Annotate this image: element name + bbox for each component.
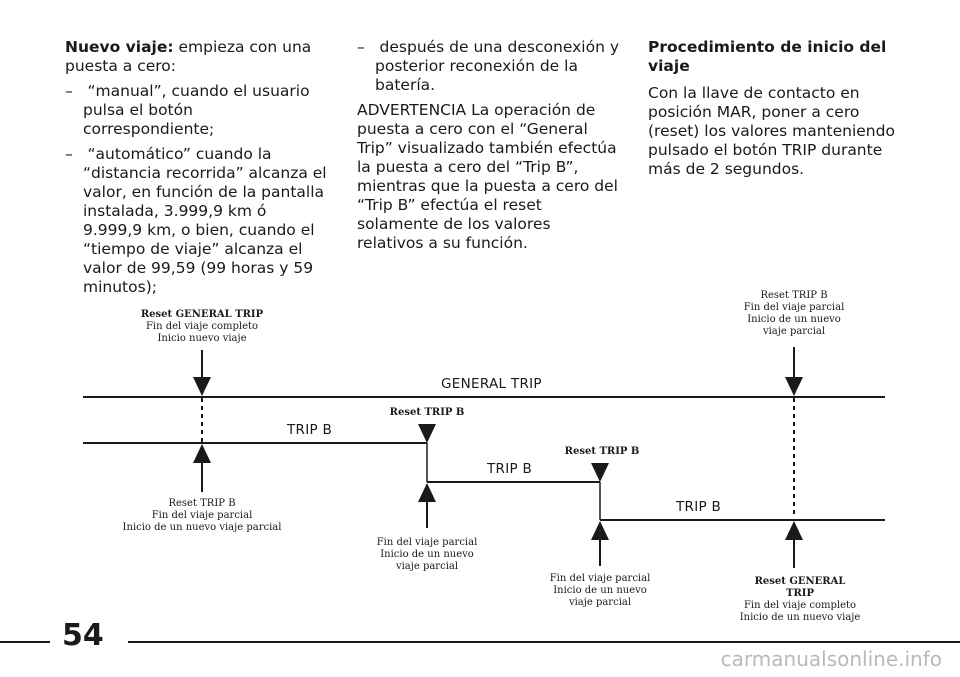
arrow-up-icon	[193, 444, 211, 492]
label-reset-trip-b	[367, 407, 487, 419]
label-end-partial-trip	[362, 537, 492, 573]
label-text: viaje parcial	[762, 326, 826, 337]
label-reset-trip-b-top	[724, 290, 864, 338]
section-heading: Procedimiento de inicio del viaje	[648, 38, 887, 75]
trip-b-label: TRIP B	[676, 499, 722, 515]
label-text: Inicio de un nuevo viaje	[739, 612, 861, 623]
page-number: 54	[62, 618, 104, 653]
watermark: carmanualsonline.info	[720, 647, 942, 671]
procedure-paragraph: Con la llave de contacto en posición MAR, poner a cero (reset) los valores manteniendo pulsado el botón TRIP durante más de 2 segundos.	[648, 84, 895, 178]
label-text: Inicio nuevo viaje	[157, 333, 247, 344]
label-text: Reset TRIP B	[760, 290, 828, 301]
arrow-up-icon	[418, 483, 436, 528]
label-text: TRIP	[786, 588, 814, 599]
label-text: Fin del viaje completo	[145, 321, 259, 332]
label-text: Reset	[140, 309, 176, 320]
label-text: GENERAL TRIP	[175, 309, 264, 320]
trip-b-label: TRIP B	[287, 422, 333, 438]
label-reset-general-top	[122, 309, 282, 345]
label-text: Fin del viaje completo	[743, 600, 857, 611]
warning-paragraph: ADVERTENCIA La operación de puesta a cero con el “General Trip” visualizado también efectúa la puesta a cero del “Trip B”, mientras que la puesta a cero del “Trip B” efectúa el reset solamente de los valores relativos a su función.	[357, 101, 618, 252]
label-end-partial-trip	[535, 573, 665, 609]
list-item: – “manual”, cuando el usuario pulsa el botón correspondiente;	[65, 82, 327, 139]
label-reset-general-bottom	[730, 576, 870, 624]
label-text: Fin del viaje parcial	[549, 573, 651, 584]
arrow-up-icon	[591, 521, 609, 566]
arrow-down-icon	[418, 424, 436, 443]
label-text: Reset TRIP B	[389, 407, 465, 418]
label-text: Fin del viaje parcial	[151, 510, 253, 521]
intro-text: empieza con una puesta a cero:	[65, 38, 312, 75]
label-reset-trip-b-bottom	[112, 498, 292, 534]
footer-rule	[0, 641, 50, 643]
trip-b-label: TRIP B	[487, 461, 533, 477]
intro-bold: Nuevo viaje:	[65, 38, 174, 56]
label-text: viaje parcial	[395, 561, 459, 572]
label-text: Fin del viaje parcial	[743, 302, 845, 313]
list-item: – después de una desconexión y posterior reconexión de la batería.	[357, 38, 619, 95]
general-trip-label: GENERAL TRIP	[441, 376, 542, 392]
label-text: Fin del viaje parcial	[376, 537, 478, 548]
label-reset-trip-b	[542, 446, 662, 458]
list-item: – “automático” cuando la “distancia recorrida” alcanza el valor, en función de la pantalla instalada, 3.999,9 km ó 9.999,9 km, o bien, cuando el “tiempo de viaje” alcanza el valor de 99,59 (99 horas y 59 minutos);	[65, 145, 327, 297]
arrow-down-icon	[785, 347, 803, 396]
arrow-down-icon	[193, 350, 211, 396]
label-text: viaje parcial	[568, 597, 632, 608]
label-text: Reset TRIP B	[564, 446, 640, 457]
arrow-up-icon	[785, 521, 803, 568]
label-text: Inicio de un nuevo	[747, 314, 841, 325]
arrow-down-icon	[591, 463, 609, 482]
label-text: Reset GENERAL	[754, 576, 846, 587]
footer-rule	[128, 641, 960, 643]
label-text: Inicio de un nuevo	[553, 585, 647, 596]
label-text: Inicio de un nuevo	[380, 549, 474, 560]
label-text: Inicio de un nuevo viaje parcial	[122, 522, 282, 533]
label-text: Reset TRIP B	[168, 498, 236, 509]
